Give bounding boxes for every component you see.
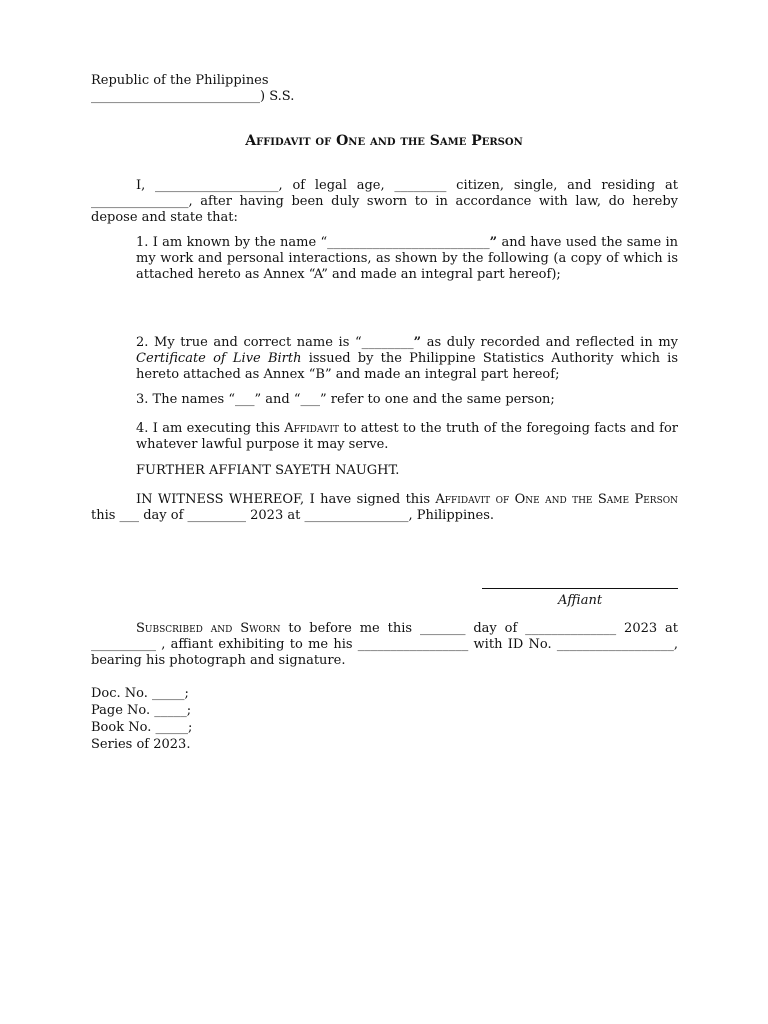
item-2-text-b: as duly recorded and reflected in my [421,335,678,350]
document-title: Affidavit of One and the Same Person [245,133,523,149]
item-2-text-a: 2. My true and correct name is “________ [136,335,414,350]
item-4-text-a: 4. I am executing this [136,421,285,436]
item-1 [136,235,678,283]
item-2-text-c: issued by the Philippine Statistics Authority which is hereto attached as Annex “B” and made an integral part hereof; [136,351,678,382]
item-3: 3. The names “___” and “___” refer to one and the same person; [136,392,555,407]
item-2-certificate: Certificate of Live Birth [136,351,302,366]
item-2-quote: ” [413,335,422,350]
witness-text-b: this ___ day of _________ 2023 at ________________, Philippines. [91,508,494,523]
jurat-paragraph [91,621,678,669]
further-affiant: FURTHER AFFIANT SAYETH NAUGHT. [136,463,400,478]
doc-no: Doc. No. _____; [91,686,189,701]
item-1-text-a: 1. I am known by the name “_________________________ [136,235,490,250]
witness-affidavit-title: Affidavit of One and the Same Person [435,492,678,507]
series: Series of 2023. [91,737,191,752]
item-2 [136,335,678,383]
affiant-label: Affiant [557,593,603,608]
item-1-text-b: and have used the same in my work and personal interactions, as shown by the following (a copy of which is attached hereto as Annex “A” and made an integral part hereof); [136,235,678,282]
witness-paragraph [91,492,678,524]
jurat-text: to before me this _______ day of ______________ 2023 at __________ , affiant exhibiting to me his _________________ with ID No. __________________, bearing his photograph and signature. [91,621,678,668]
item-1-quote: ” [489,235,498,250]
republic-line: Republic of the Philippines [91,73,269,88]
intro-paragraph: I, ___________________, of legal age, ________ citizen, single, and residing at _______________, after having been duly sworn to in accordance with law, do hereby depose and state that: [91,178,678,225]
book-no: Book No. _____; [91,720,193,735]
witness-text-a: IN WITNESS WHEREOF, I have signed this [136,492,436,507]
signature-line [482,588,678,589]
venue-line: __________________________) S.S. [91,89,295,104]
item-4-text-b: to attest to the truth of the foregoing facts and for whatever lawful purpose it may serve. [136,421,678,452]
page-no: Page No. _____; [91,703,192,718]
item-4-affidavit: Affidavit [284,421,340,436]
jurat-subscribed: Subscribed and Sworn [136,621,281,636]
item-4 [136,421,678,453]
